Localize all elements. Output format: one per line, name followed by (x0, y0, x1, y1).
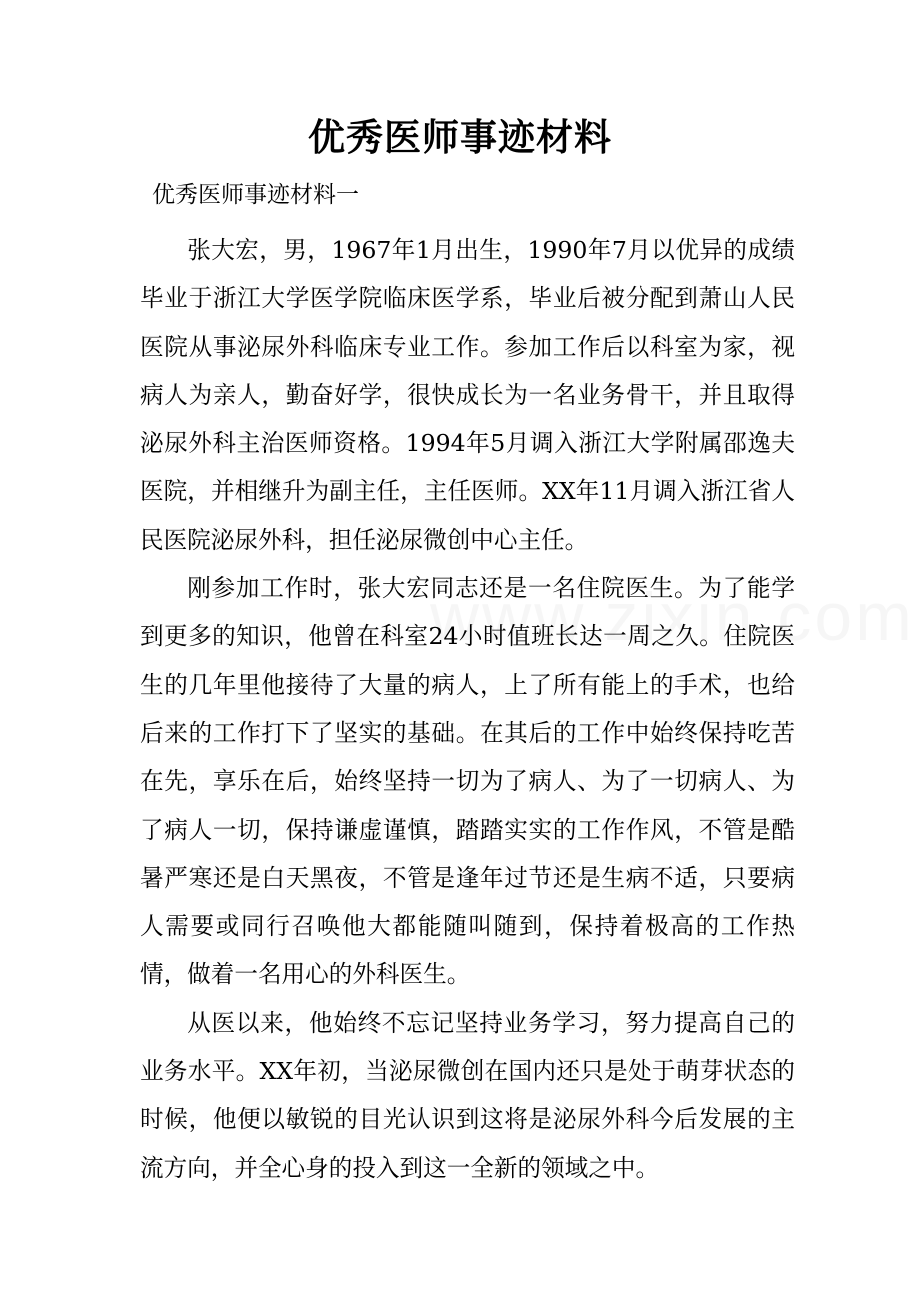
paragraph: 从医以来，他始终不忘记坚持业务学习，努力提高自己的业务水平。XX年初，当泌尿微创在国内还只是处于萌芽状态的时候，他便以敏锐的目光认识到这将是泌尿外科今后发展的主流方向，并全心身的投入到这一全新的领域之中。 (140, 1008, 795, 1182)
paragraph: 刚参加工作时，张大宏同志还是一名住院医生。为了能学到更多的知识，他曾在科室24小时值班长达一周之久。住院医生的几年里他接待了大量的病人，上了所有能上的手术，也给后来的工作打下了坚实的基础。在其后的工作中始终保持吃苦在先，享乐在后，始终坚持一切为了病人、为了一切病人、为了病人一切，保持谦虚谨慎，踏踏实实的工作作风，不管是酷暑严寒还是白天黑夜，不管是逢年过节还是生病不适，只要病人需要或同行召唤他大都能随叫随到，保持着极高的工作热情，做着一名用心的外科医生。 (140, 574, 795, 989)
document-body (140, 226, 795, 1192)
paragraph: 张大宏，男，1967年1月出生，1990年7月以优异的成绩毕业于浙江大学医学院临床医学系，毕业后被分配到萧山人民医院从事泌尿外科临床专业工作。参加工作后以科室为家，视病人为亲人，勤奋好学，很快成长为一名业务骨干，并且取得泌尿外科主治医师资格。1994年5月调入浙江大学附属邵逸夫医院，并相继升为副主任，主任医师。XX年11月调入浙江省人民医院泌尿外科，担任泌尿微创中心主任。 (140, 236, 795, 554)
watermark (430, 578, 920, 656)
document-title: 优秀医师事迹材料 (308, 115, 612, 159)
section-heading: 优秀医师事迹材料一 (152, 182, 359, 208)
